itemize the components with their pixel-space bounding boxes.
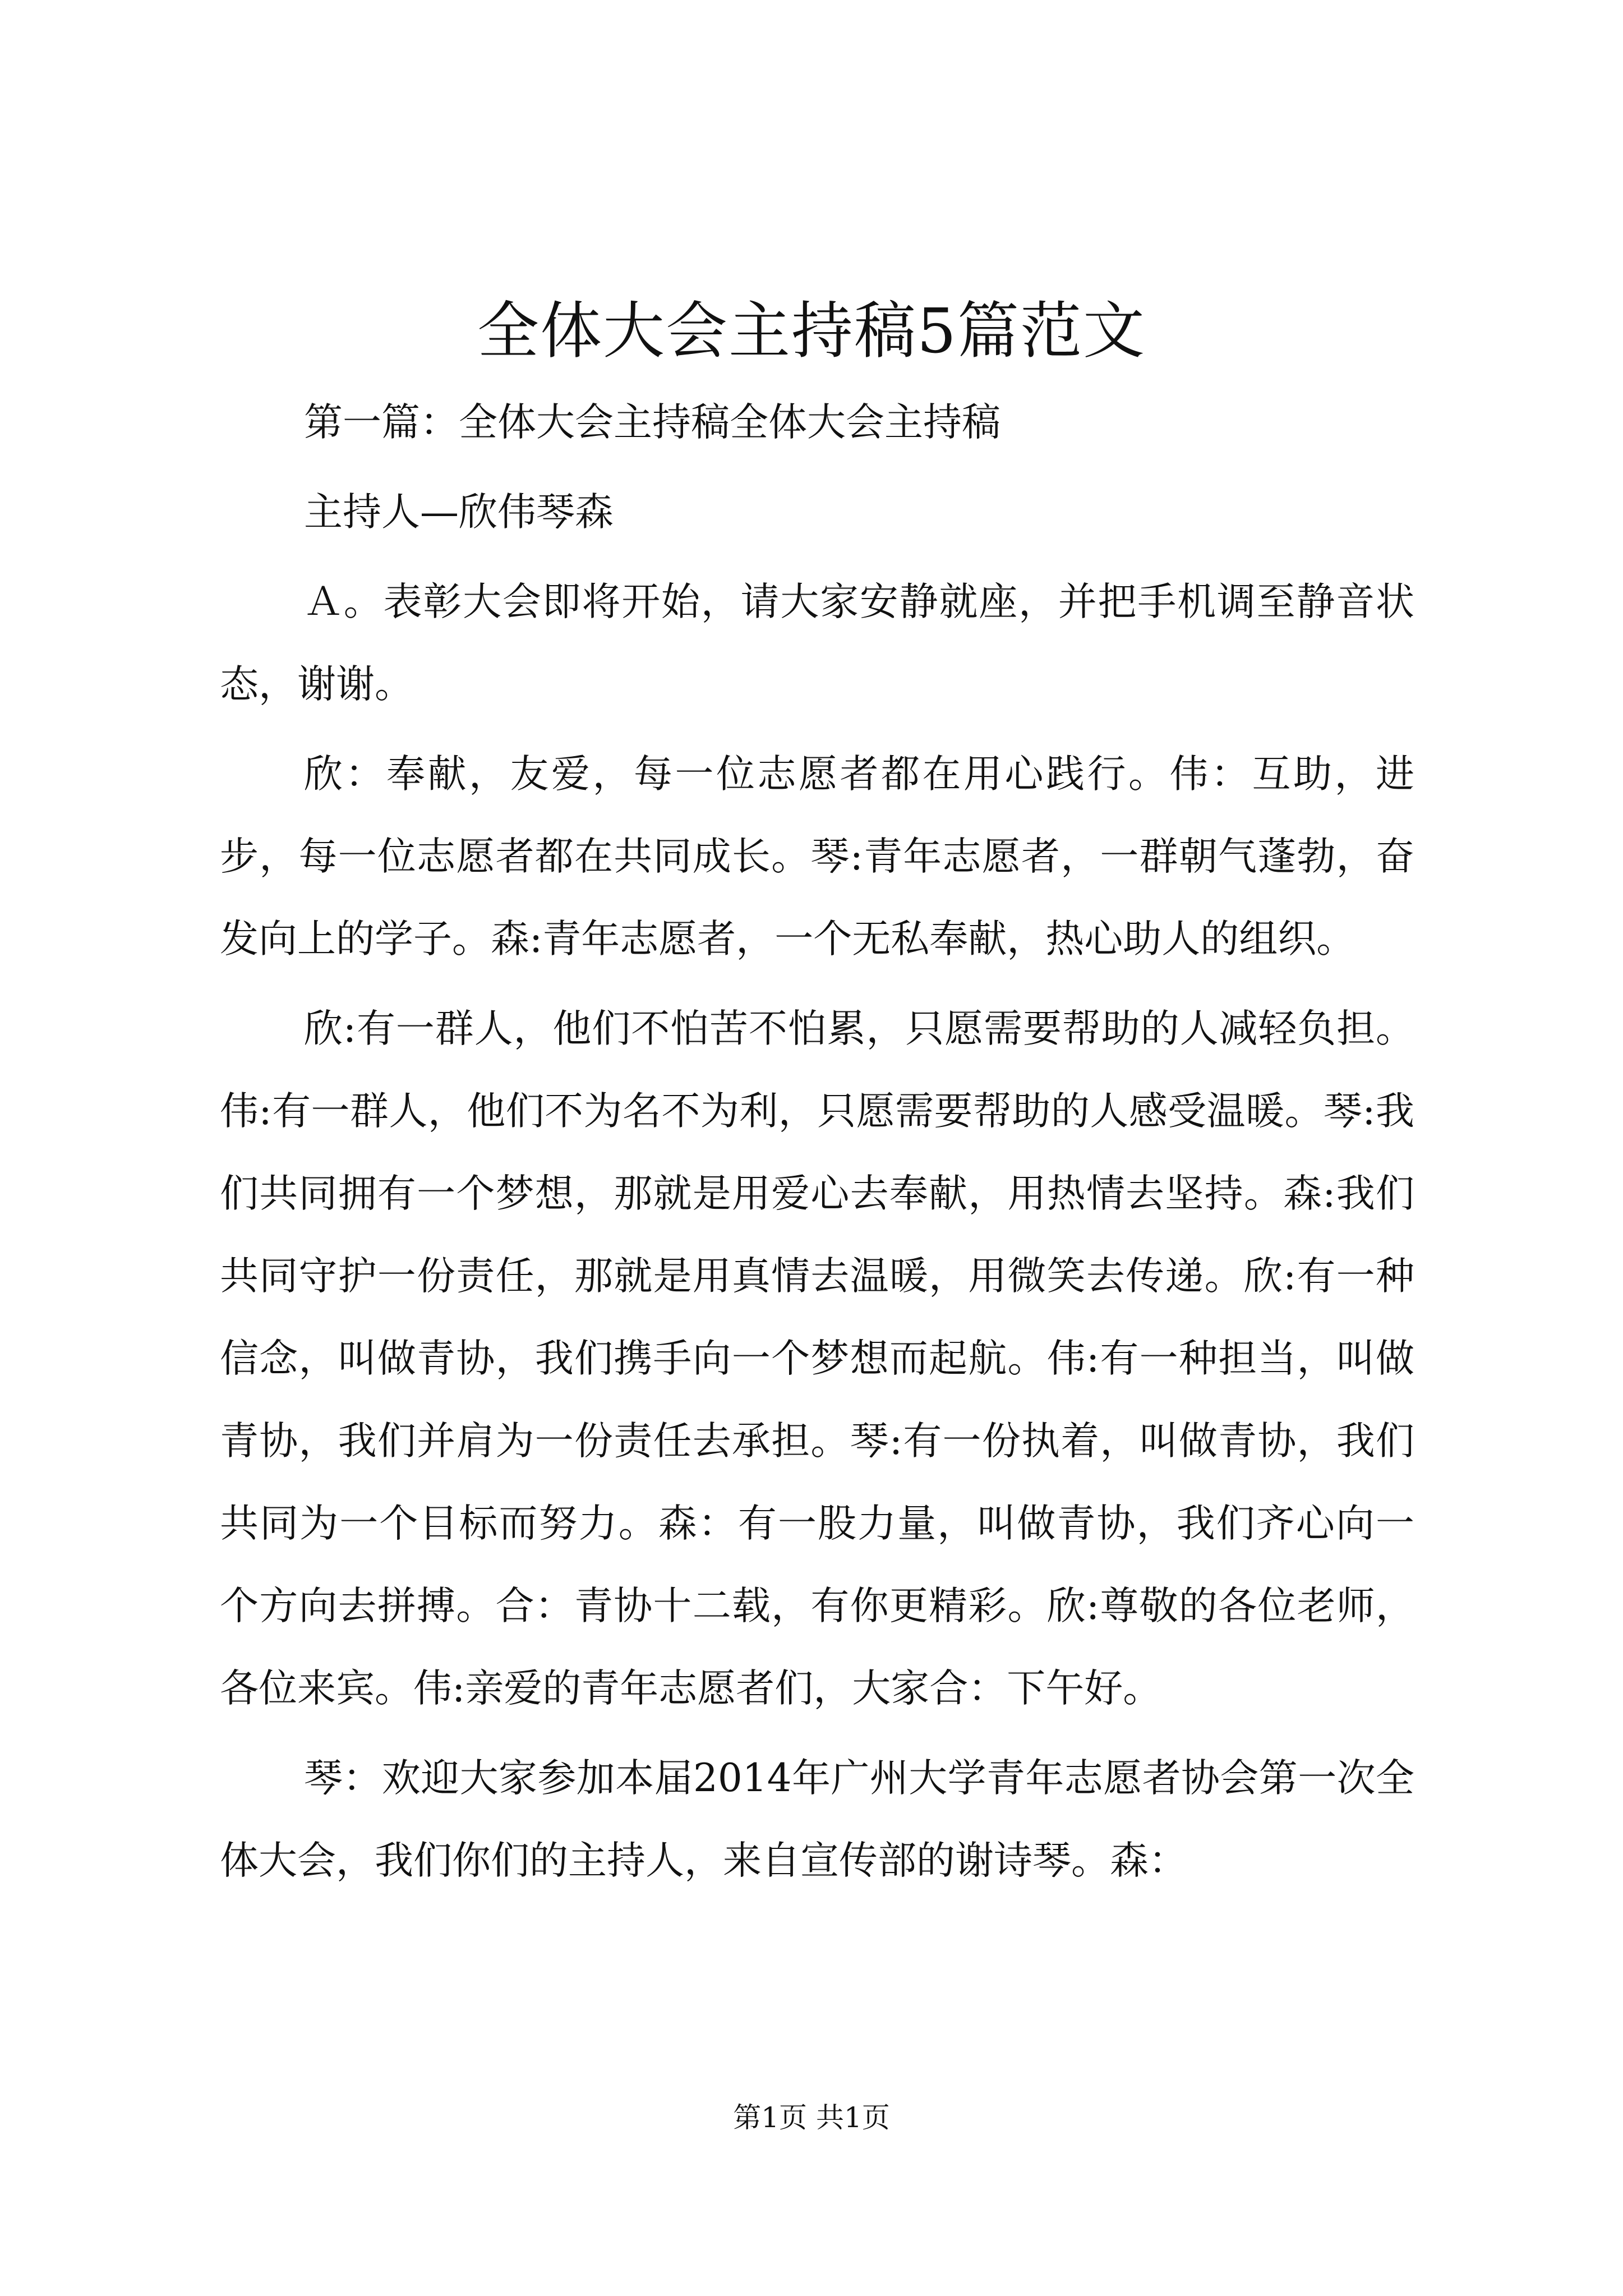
document-body [220,381,1414,1910]
paragraph-welcome: 琴：欢迎大家参加本届2014年广州大学青年志愿者协会第一次全体大会，我们你们的主持人，来自宣传部的谢诗琴。森： [220,1756,1414,1883]
paragraph-opening-notice: Ａ。表彰大会即将开始，请大家安静就座，并把手机调至静音状态，谢谢。 [220,579,1414,707]
page-footer: 第1页 共1页 [733,2101,890,2134]
paragraph-dedication: 欣：奉献，友爱，每一位志愿者都在用心践行。伟：互助，进步，每一位志愿者都在共同成长。琴:青年志愿者，一群朝气蓬勃，奋发向上的学子。森:青年志愿者，一个无私奉献，热心助人的组织。 [220,752,1414,961]
paragraph-hosts: 主持人—欣伟琴森 [304,490,614,535]
document-title: 全体大会主持稿5篇范文 [477,295,1146,367]
paragraph-dialogue: 欣:有一群人，他们不怕苦不怕累，只愿需要帮助的人减轻负担。伟:有一群人，他们不为名不为利，只愿需要帮助的人感受温暖。琴:我们共同拥有一个梦想，那就是用爱心去奉献，用热情去坚持。森:我们共同守护一份责任，那就是用真情去温暖，用微笑去传递。欣:有一种信念，叫做青协，我们携手向一个梦想而起航。伟:有一种担当，叫做青协，我们并肩为一份责任去承担。琴:有一份执着，叫做青协，我们共同为一个目标而努力。森：有一股力量，叫做青协，我们齐心向一个方向去拼搏。合：青协十二载，有你更精彩。欣:尊敬的各位老师，各位来宾。伟:亲爱的青年志愿者们，大家合：下午好。 [220,1006,1414,1711]
paragraph-section-heading: 第一篇：全体大会主持稿全体大会主持稿 [304,400,1000,445]
